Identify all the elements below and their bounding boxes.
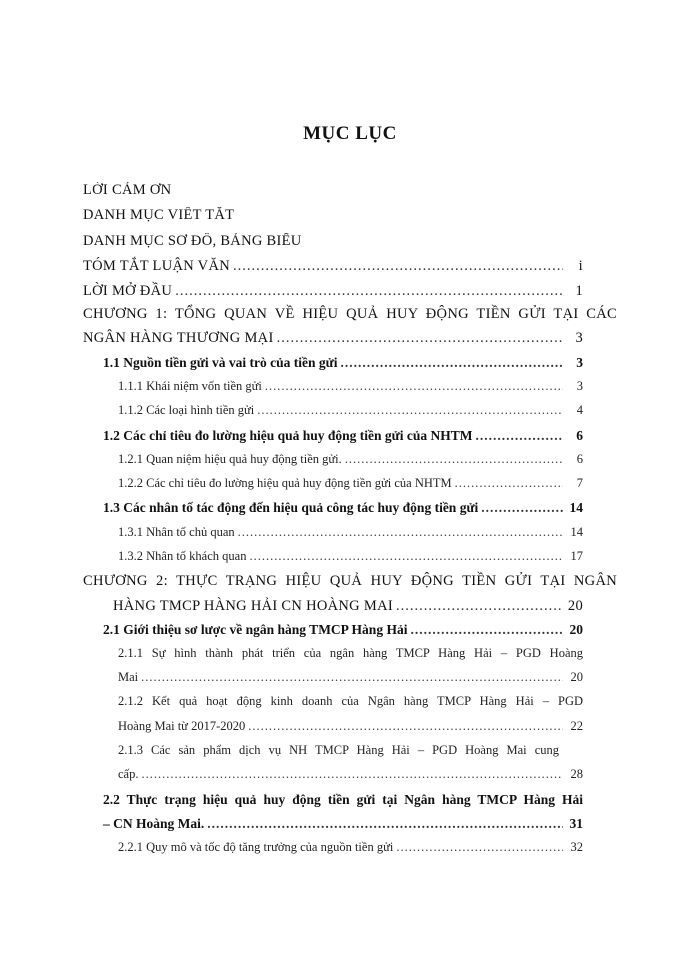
toc-section-1-1-label: 1.1 Nguồn tiền gửi và vai trò của tiền gửi (103, 355, 338, 370)
toc-section-2-1-label: 2.1 Giới thiệu sơ lược về ngân hàng TMCP Hàng Hải (103, 622, 408, 637)
toc-section-1-3-1-page: 14 (570, 525, 583, 539)
toc-section-1-3-page: 14 (569, 500, 583, 515)
toc-loi-cam-on[interactable]: LỜI CẢM ƠN (83, 182, 172, 198)
leader-dots (340, 355, 563, 371)
toc-chuong-2[interactable] (83, 598, 583, 615)
toc-section-1-3-1-label: 1.3.1 Nhân tố chủ quan (118, 525, 235, 539)
toc-section-1-2-2-page: 7 (576, 476, 583, 490)
toc-section-1-3-2[interactable] (118, 549, 583, 564)
toc-section-1-1[interactable] (103, 355, 583, 371)
toc-section-2-1-1-label: Mai (118, 670, 139, 684)
leader-dots (475, 428, 563, 444)
toc-danh-muc-viet-tat[interactable]: DANH MỤC VIẾT TẮT (83, 207, 235, 223)
toc-section-1-3[interactable] (103, 500, 583, 516)
toc-section-1-1-2-page: 4 (576, 403, 583, 417)
leader-dots (207, 816, 563, 832)
leader-dots (141, 670, 563, 685)
leader-dots (455, 476, 563, 491)
leader-dots (248, 719, 563, 734)
toc-section-1-3-label: 1.3 Các nhân tố tác động đến hiệu quả công tác huy động tiền gửi (103, 500, 479, 515)
toc-section-1-2-1-page: 6 (576, 452, 583, 466)
leader-dots (396, 840, 563, 855)
toc-section-2-2-1[interactable] (118, 840, 583, 855)
toc-section-2-1[interactable] (103, 622, 583, 638)
toc-section-2-1-2-line1[interactable]: 2.1.2 Kết quả hoạt động kinh doanh của Ngân hàng TMCP Hàng Hải – PGD (118, 694, 583, 708)
toc-section-2-1-page: 20 (569, 622, 583, 637)
toc-section-2-2-1-page: 32 (570, 840, 583, 854)
toc-section-2-2-line1[interactable]: 2.2 Thực trạng hiệu quả huy động tiền gửi tại Ngân hàng TMCP Hàng Hải (103, 792, 583, 807)
page-title: MỤC LỤC (303, 123, 397, 144)
leader-dots (396, 598, 563, 615)
leader-dots (481, 500, 563, 516)
toc-section-2-1-1-line1[interactable]: 2.1.1 Sự hình thành phát triển của ngân hàng TMCP Hàng Hải – PGD Hoàng (118, 646, 583, 660)
toc-section-1-3-2-page: 17 (570, 549, 583, 563)
toc-section-1-1-2[interactable] (118, 403, 583, 418)
toc-section-2-1-1[interactable] (118, 670, 583, 685)
toc-section-1-1-1-page: 3 (576, 379, 583, 393)
toc-chuong-2-page: 20 (567, 598, 583, 614)
toc-section-2-1-2-label: Hoàng Mai từ 2017-2020 (118, 719, 246, 733)
leader-dots (277, 330, 563, 347)
toc-section-1-1-1-label: 1.1.1 Khái niệm vốn tiền gửi (118, 379, 262, 393)
toc-section-2-1-2[interactable] (118, 719, 583, 734)
leader-dots (410, 622, 563, 638)
toc-chuong-2-line1[interactable]: CHƯƠNG 2: THỰC TRẠNG HIỆU QUẢ HUY ĐỘNG TIỀN GỬI TẠI NGÂN (83, 573, 617, 589)
toc-loi-mo-dau[interactable] (83, 283, 583, 300)
leader-dots (249, 549, 563, 564)
toc-section-1-2-2-label: 1.2.2 Các chỉ tiêu đo lường hiệu quả huy động tiền gửi của NHTM (118, 476, 452, 490)
toc-section-2-1-2-page: 22 (570, 719, 583, 733)
toc-chuong-1-page: 3 (575, 330, 583, 346)
toc-section-1-2-page: 6 (576, 428, 583, 443)
toc-section-1-2[interactable] (103, 428, 583, 444)
toc-chuong-1[interactable] (83, 330, 583, 347)
toc-section-2-1-3-label: cấp. (118, 767, 139, 781)
leader-dots (345, 452, 563, 467)
toc-chuong-2-label: HÀNG TMCP HÀNG HẢI CN HOÀNG MAI (113, 598, 393, 614)
toc-loi-mo-dau-label: LỜI MỞ ĐẦU (83, 283, 173, 299)
toc-tom-tat[interactable] (83, 258, 583, 275)
leader-dots (265, 379, 563, 394)
toc-section-1-1-2-label: 1.1.2 Các loại hình tiền gửi (118, 403, 255, 417)
leader-dots (233, 258, 563, 275)
toc-section-2-2-label: – CN Hoàng Mai. (103, 816, 205, 831)
toc-section-1-3-2-label: 1.3.2 Nhân tố khách quan (118, 549, 247, 563)
toc-section-1-1-page: 3 (576, 355, 583, 370)
toc-section-2-1-3[interactable] (118, 767, 583, 782)
toc-section-1-2-1[interactable] (118, 452, 583, 467)
leader-dots (141, 767, 563, 782)
toc-section-2-2-page: 31 (569, 816, 583, 831)
toc-section-2-1-1-page: 20 (570, 670, 583, 684)
leader-dots (257, 403, 563, 418)
toc-section-1-1-1[interactable] (118, 379, 583, 394)
toc-danh-muc-so-do[interactable]: DANH MỤC SƠ ĐỒ, BẢNG BIỂU (83, 233, 302, 249)
toc-section-1-2-2[interactable] (118, 476, 583, 491)
toc-section-2-2-1-label: 2.2.1 Quy mô và tốc độ tăng trưởng của nguồn tiền gửi (118, 840, 394, 854)
toc-section-2-1-3-page: 28 (570, 767, 583, 781)
leader-dots (238, 525, 563, 540)
toc-section-1-2-1-label: 1.2.1 Quan niệm hiệu quả huy động tiền gửi. (118, 452, 342, 466)
toc-chuong-1-line1[interactable]: CHƯƠNG 1: TỔNG QUAN VỀ HIỆU QUẢ HUY ĐỘNG TIỀN GỬI TẠI CÁC (83, 306, 617, 322)
toc-chuong-1-label: NGÂN HÀNG THƯƠNG MẠI (83, 330, 274, 346)
toc-loi-mo-dau-page: 1 (575, 283, 583, 299)
leader-dots (175, 283, 563, 300)
toc-section-1-3-1[interactable] (118, 525, 583, 540)
toc-tom-tat-page: i (578, 258, 583, 274)
toc-tom-tat-label: TÓM TẮT LUẬN VĂN (83, 258, 230, 274)
toc-section-2-2[interactable] (103, 816, 583, 832)
toc-section-2-1-3-line1[interactable]: 2.1.3 Các sản phẩm dịch vụ NH TMCP Hàng Hải – PGD Hoàng Mai cung (118, 743, 559, 757)
toc-section-1-2-label: 1.2 Các chỉ tiêu đo lường hiệu quả huy động tiền gửi của NHTM (103, 428, 473, 443)
